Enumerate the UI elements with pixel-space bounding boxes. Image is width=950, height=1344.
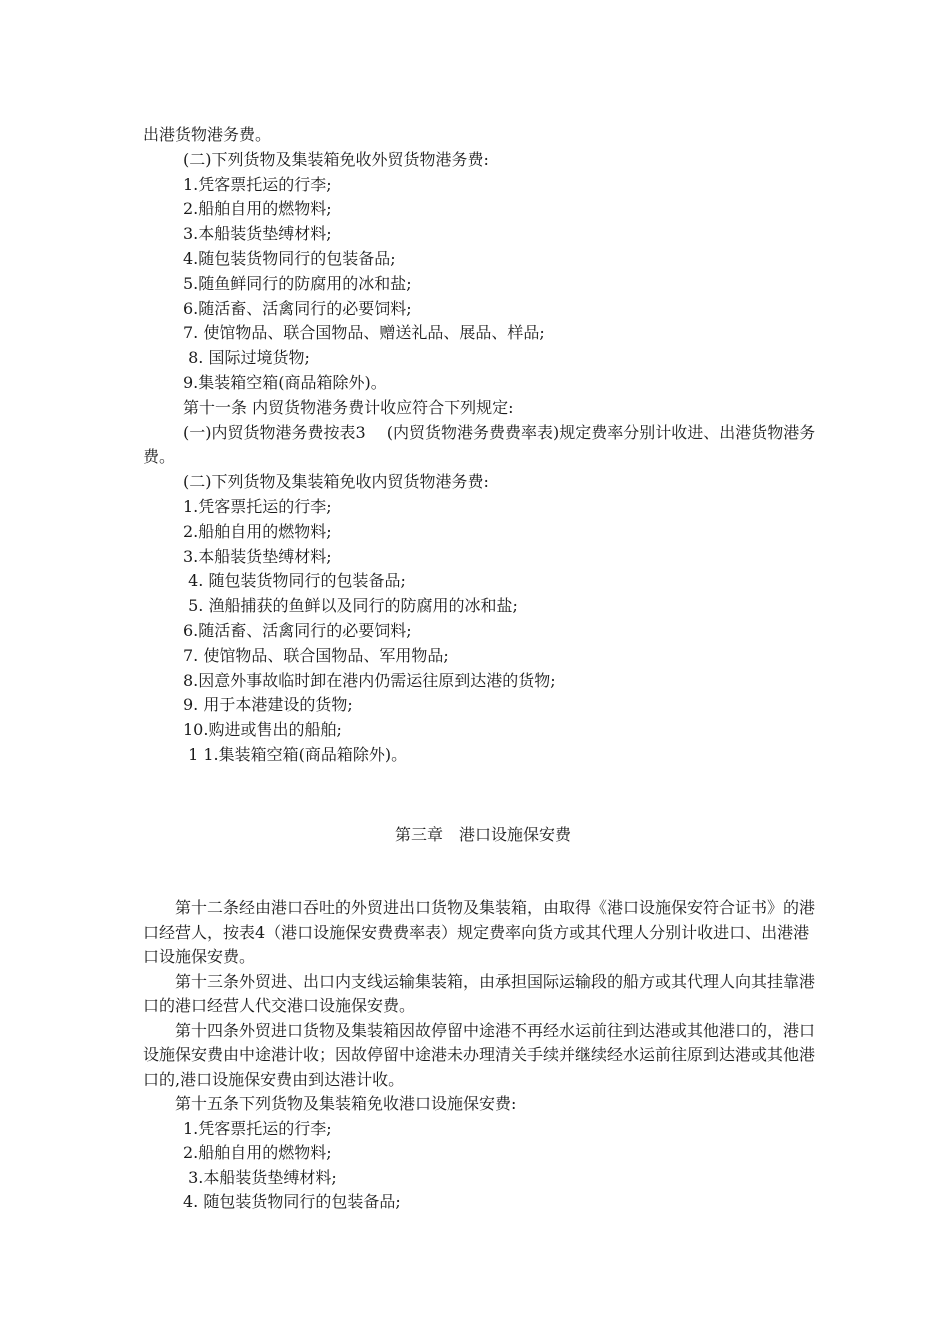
list-item: 6.随活畜、活禽同行的必要饲料;	[183, 620, 412, 640]
list-item: 1.凭客票托运的行李;	[183, 496, 332, 516]
article-12: 第十二条经由港口吞吐的外贸进出口货物及集装箱，由取得《港口设施保安符合证书》的港口经营人，按表4（港口设施保安费费率表）规定费率向货方或其代理人分别计收进口、出港港口设施保安费。	[143, 898, 816, 966]
article-11-heading: 第十一条 内贸货物港务费计收应符合下列规定:	[183, 397, 514, 417]
list-item: 3.本船装货垫缚材料;	[183, 1167, 337, 1187]
text-line: 出港货物港务费。	[143, 125, 272, 144]
list-item: 4. 随包装货物同行的包装备品;	[183, 571, 406, 591]
article-13: 第十三条外贸进、出口内支线运输集装箱，由承担国际运输段的船方或其代理人向其挂靠港口的港口经营人代交港口设施保安费。	[143, 971, 816, 1015]
chapter-number: 第三章	[394, 825, 443, 844]
list-item: 5.随鱼鲜同行的防腐用的冰和盐;	[183, 273, 412, 293]
list-item: 1.凭客票托运的行李;	[183, 174, 332, 194]
list-item: 10.购进或售出的船舶;	[183, 720, 342, 740]
article-15: 第十五条下列货物及集装箱免收港口设施保安费:	[175, 1094, 517, 1113]
list-item: 2.船舶自用的燃物料;	[183, 521, 332, 541]
list-item: 2.船舶自用的燃物料;	[183, 199, 332, 219]
list-item: 9. 用于本港建设的货物;	[183, 695, 353, 715]
port-fee-section	[143, 123, 823, 768]
list-item: 5. 渔船捕获的鱼鲜以及同行的防腐用的冰和盐;	[183, 596, 518, 616]
list-item: 8.因意外事故临时卸在港内仍需运往原到达港的货物;	[183, 670, 556, 690]
subheading-domestic-trade-exemptions: (二)下列货物及集装箱免收内贸货物港务费:	[183, 472, 489, 492]
subheading-foreign-trade-exemptions: (二)下列货物及集装箱免收外贸货物港务费:	[183, 149, 489, 169]
list-item: 3.本船装货垫缚材料;	[183, 224, 332, 244]
chapter-title	[143, 823, 823, 847]
list-item: 8. 国际过境货物;	[183, 348, 310, 368]
list-item: 4.随包装货物同行的包装备品;	[183, 248, 396, 268]
article-11-para-1: (一)内贸货物港务费按表3 (内贸货物港务费费率表)规定费率分别计收进、出港货物港务费。	[143, 422, 816, 467]
list-item: 7. 使馆物品、联合国物品、赠送礼品、展品、样品;	[183, 323, 545, 343]
list-item: 4. 随包装货物同行的包装备品;	[183, 1192, 401, 1211]
security-fee-section	[143, 896, 823, 1215]
list-item: 2.船舶自用的燃物料;	[183, 1143, 332, 1162]
list-item: 1 1.集装箱空箱(商品箱除外)。	[183, 744, 408, 764]
list-item: 9.集装箱空箱(商品箱除外)。	[183, 372, 387, 392]
article-14: 第十四条外贸进口货物及集装箱因故停留中途港不再经水运前往到达港或其他港口的，港口设施保安费由中途港计收；因故停留中途港未办理清关手续并继续经水运前往原到达港或其他港口的,港口设施保安费由到达港计收。	[143, 1020, 816, 1089]
chapter-name: 港口设施保安费	[459, 825, 572, 844]
list-item: 7. 使馆物品、联合国物品、军用物品;	[183, 645, 449, 665]
list-item: 1.凭客票托运的行李;	[183, 1118, 332, 1138]
list-item: 3.本船装货垫缚材料;	[183, 546, 332, 566]
list-item: 6.随活畜、活禽同行的必要饲料;	[183, 298, 412, 318]
